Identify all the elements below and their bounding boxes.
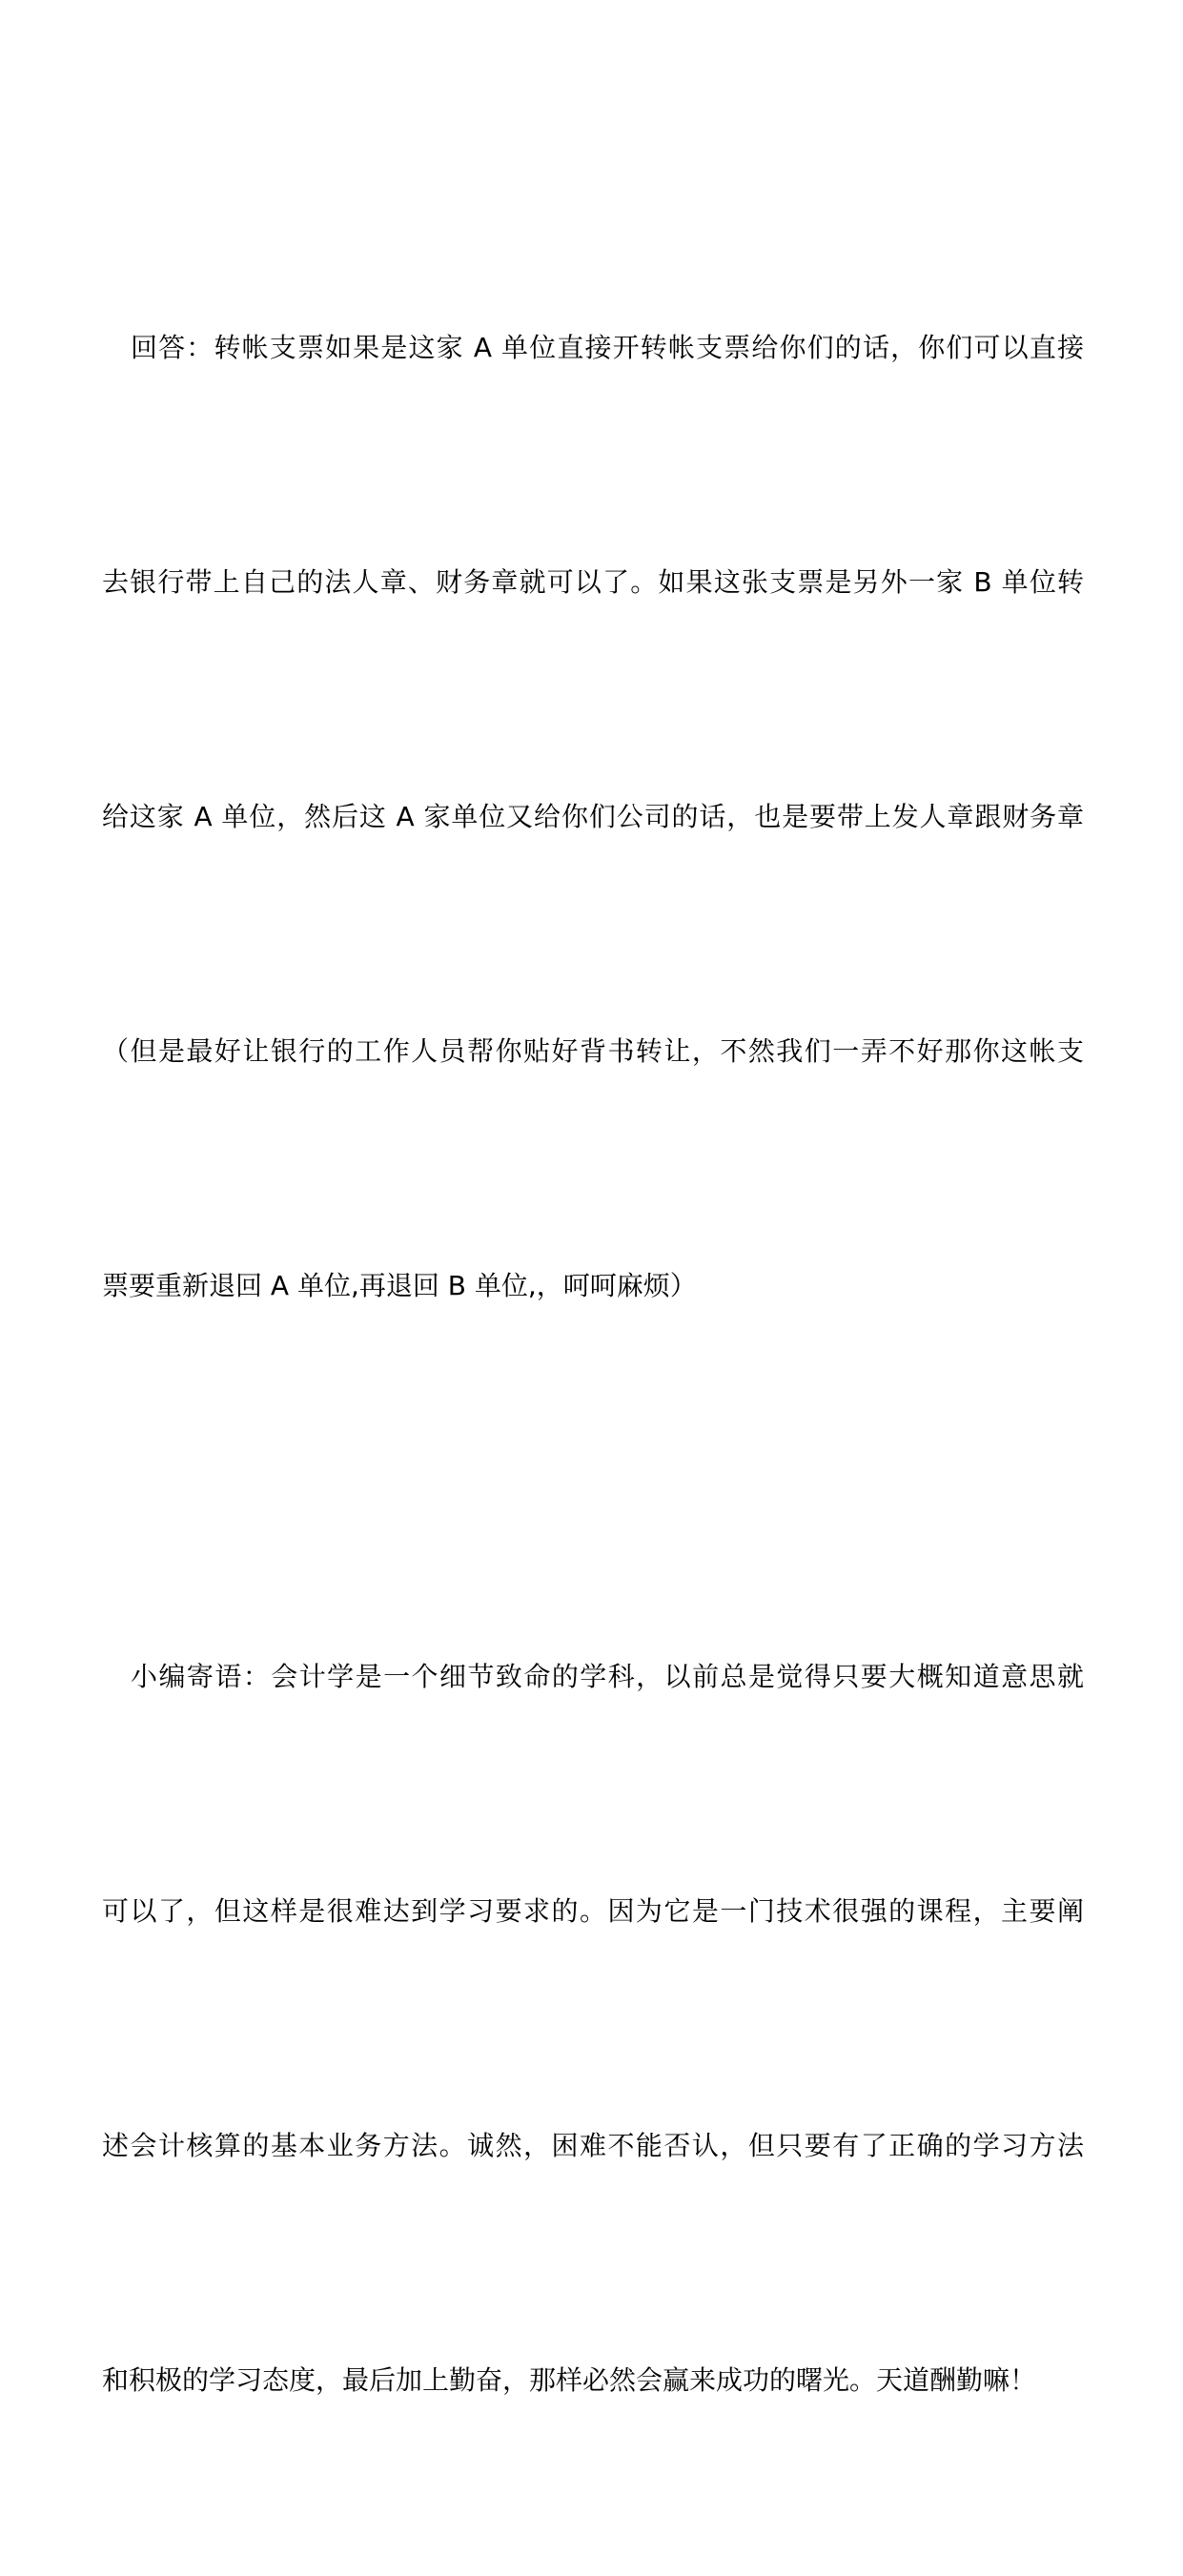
document-body (102, 153, 1084, 2576)
answer-paragraph (102, 153, 1084, 1482)
text-line: 票要重新退回 A 单位,再退回 B 单位,，呵呵麻烦） (102, 1270, 697, 1301)
text-line: （但是最好让银行的工作人员帮你贴好背书转让，不然我们一弄不好那你这帐支 (102, 1035, 1084, 1067)
text-line: 回答：转帐支票如果是这家 A 单位直接开转帐支票给你们的话，你们可以直接 (131, 332, 1084, 363)
text-line: 给这家 A 单位，然后这 A 家单位又给你们公司的话，也是要带上发人章跟财务章 (102, 801, 1084, 832)
editor-note-paragraph (102, 1482, 1084, 2576)
text-line: 可以了，但这样是很难达到学习要求的。因为它是一门技术很强的课程，主要阐 (102, 1895, 1084, 1927)
text-line: 小编寄语：会计学是一个细节致命的学科，以前总是觉得只要大概知道意思就 (131, 1661, 1084, 1692)
text-line: 述会计核算的基本业务方法。诚然，困难不能否认，但只要有了正确的学习方法 (102, 2130, 1084, 2161)
text-line: 和积极的学习态度，最后加上勤奋，那样必然会赢来成功的曙光。天道酬勤嘛！ (102, 2364, 1037, 2396)
text-line: 去银行带上自己的法人章、财务章就可以了。如果这张支票是另外一家 B 单位转 (102, 566, 1084, 598)
